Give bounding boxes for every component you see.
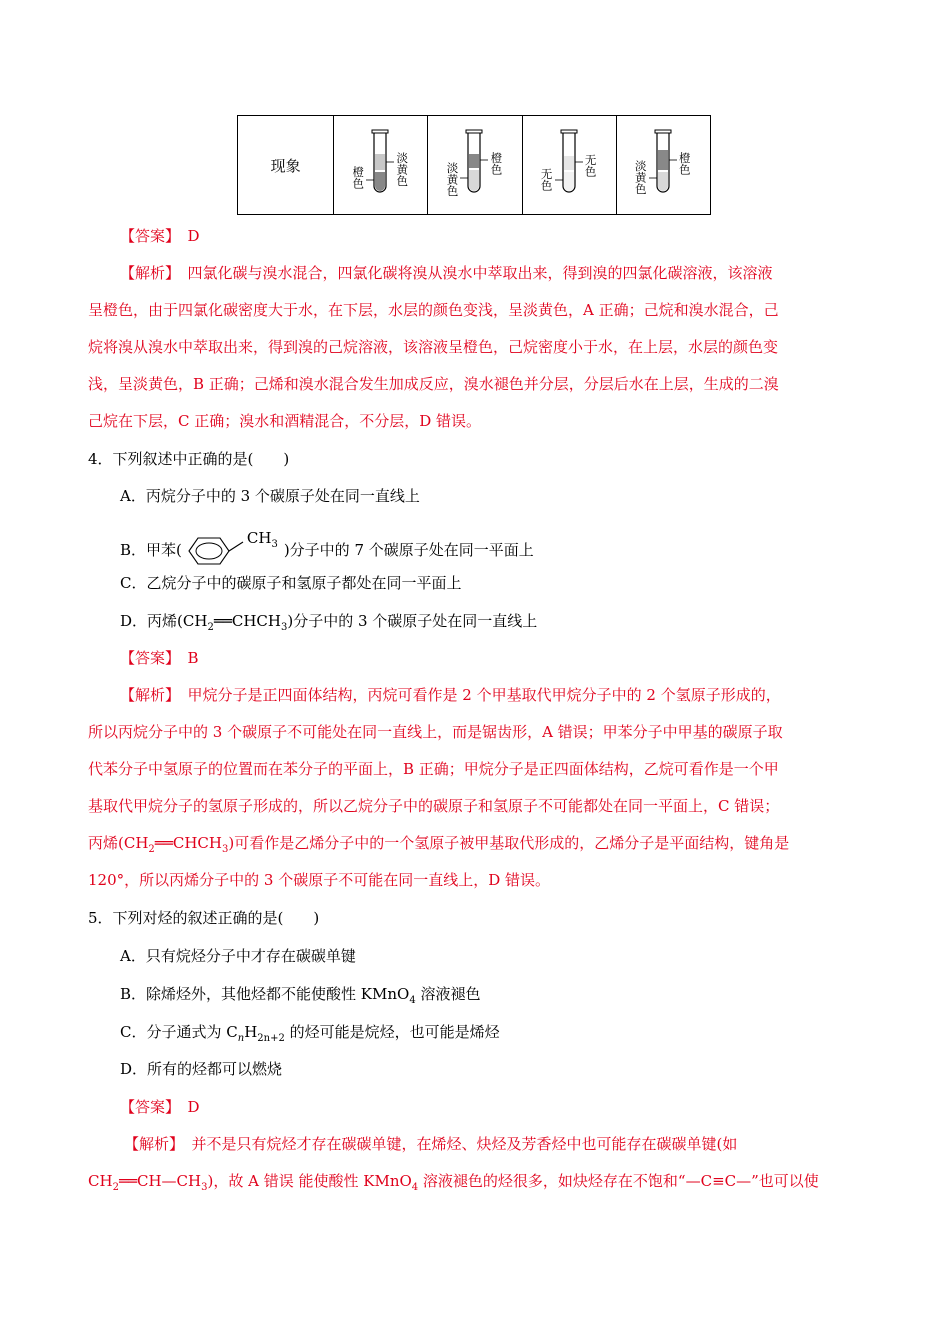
tube-cell-1 <box>334 116 428 215</box>
answer-value: D <box>187 1098 200 1116</box>
sub-n: n <box>237 1033 245 1044</box>
test-tube-2-icon <box>428 116 522 214</box>
sub-3: 3 <box>221 844 229 855</box>
analysis-text: 甲烷分子是正四面体结构，丙烷可看作是 2 个甲基取代甲烷分子中的 2 个氢原子形成的， <box>187 686 781 704</box>
methyl-group-label <box>246 529 278 550</box>
option-b-suffix: )分子中的 7 个碳原子处在同一平面上 <box>283 541 534 559</box>
test-tube-1-icon <box>334 116 428 214</box>
tube-2-right-label: 橙色 <box>489 152 504 175</box>
methyl-sub: 3 <box>271 539 278 550</box>
option-b-prefix: B．甲苯( <box>120 541 182 559</box>
line2-end: 溶液褪色的烃很多，如炔烃存在不饱和“—C≡C—”也可以使 <box>418 1172 819 1190</box>
line2-post: )，故 A 错误 能使酸性 KMnO <box>207 1172 412 1190</box>
analysis-tag: 【解析】 <box>120 686 173 704</box>
q5-answer <box>120 1096 900 1118</box>
answer-tag: 【答案】 <box>120 649 173 667</box>
option-d-mid: ══CHCH <box>213 612 281 630</box>
q3-answer <box>120 225 900 247</box>
q4-option-c: C．乙烷分子中的碳原子和氢原子都处在同一平面上 <box>120 574 462 592</box>
test-tube-4-icon <box>617 116 711 214</box>
q4-option-b <box>120 529 900 568</box>
tube-3-left-label: 无色 <box>539 168 554 191</box>
test-tube-3-icon <box>523 116 617 214</box>
q4-option-a: A．丙烷分子中的 3 个碳原子处在同一直线上 <box>120 487 420 505</box>
tube-4-left-label: 淡黄色 <box>633 160 648 195</box>
q4-analysis-line-1 <box>120 684 900 706</box>
methyl-ch: CH <box>246 529 272 547</box>
analysis-tag: 【解析】 <box>120 264 173 282</box>
q5-option-a: A．只有烷烃分子中才存在碳碳单键 <box>120 947 356 965</box>
q4-analysis-line-6: 120°，所以丙烯分子中的 3 个碳原子不可能在同一直线上，D 错误。 <box>88 871 551 889</box>
sub-4: 4 <box>409 995 416 1006</box>
q5-option-d: D．所有的烃都可以燃烧 <box>120 1060 283 1078</box>
q4-analysis-line-5 <box>88 832 868 854</box>
tube-2-left-label: 淡黄色 <box>445 162 460 197</box>
sub-3: 3 <box>281 622 288 633</box>
q5-stem: 5．下列对烃的叙述正确的是( ) <box>88 909 320 927</box>
option-d-suffix: )分子中的 3 个碳原子处在同一直线上 <box>287 612 538 630</box>
q5-analysis-line-2 <box>88 1170 868 1192</box>
tube-1-left-label: 橙色 <box>351 166 366 189</box>
tube-cell-2 <box>428 116 522 215</box>
q4-stem: 4．下列叙述中正确的是( ) <box>88 450 290 468</box>
sub-3: 3 <box>201 1182 208 1193</box>
tube-cell-4 <box>616 116 710 215</box>
sub-2n2: 2n+2 <box>257 1033 285 1044</box>
q3-analysis-line-2: 呈橙色，由于四氯化碳密度大于水，在下层，水层的颜色变浅，呈淡黄色，A 正确；己烷和溴水混合，己 <box>88 301 779 319</box>
tube-4-right-label: 橙色 <box>677 152 692 175</box>
tube-3-right-label: 无色 <box>583 154 598 177</box>
analysis-text: 并不是只有烷烃才存在碳碳单键，在烯烃、炔烃及芳香烃中也可能存在碳碳单键(如 <box>191 1135 738 1153</box>
q4-analysis-line-2: 所以丙烷分子中的 3 个碳原子不可能处在同一直线上，而是锯齿形，A 错误；甲苯分子中甲基的碳原子取 <box>88 723 783 741</box>
answer-tag: 【答案】 <box>120 227 173 245</box>
analysis-tag: 【解析】 <box>124 1135 177 1153</box>
option-b-suffix: 溶液褪色 <box>415 985 481 1003</box>
analysis-text: 四氯化碳与溴水混合，四氯化碳将溴从溴水中萃取出来，得到溴的四氯化碳溶液，该溶液 <box>187 264 773 282</box>
benzene-ring-icon <box>183 534 253 568</box>
line2-prefix: CH <box>88 1172 113 1190</box>
sub-2: 2 <box>148 844 155 855</box>
q4-analysis-line-3: 代苯分子中氢原子的位置而在苯分子的平面上，B 正确；甲烷分子是正四面体结构，乙烷可看作是一个甲 <box>88 760 779 778</box>
option-b-prefix: B．除烯烃外，其他烃都不能使酸性 KMnO <box>120 985 410 1003</box>
option-c-prefix: C．分子通式为 C <box>120 1023 238 1041</box>
line5-prefix: 丙烯(CH <box>88 834 149 852</box>
q3-analysis-line-3: 烷将溴从溴水中萃取出来，得到溴的己烷溶液，该溶液呈橙色，己烷密度小于水，在上层，水层的颜色变 <box>88 338 779 356</box>
answer-value: B <box>187 649 199 667</box>
phenomenon-table <box>237 115 711 215</box>
table-header-phenomenon: 现象 <box>238 116 334 215</box>
sub-2: 2 <box>207 622 214 633</box>
tube-1-right-label: 淡黄色 <box>395 152 410 187</box>
tube-cell-3 <box>522 116 616 215</box>
option-c-suffix: 的烃可能是烷烃，也可能是烯烃 <box>284 1023 500 1041</box>
sub-2: 2 <box>112 1182 119 1193</box>
q4-answer <box>120 647 900 669</box>
q4-analysis-line-4: 基取代甲烷分子的氢原子形成的，所以乙烷分子中的碳原子和氢原子不可能都处在同一平面上，C 错误； <box>88 797 780 815</box>
q3-analysis-line-1 <box>120 262 900 284</box>
q5-option-c <box>120 1021 900 1043</box>
line2-mid: ══CH—CH <box>118 1172 202 1190</box>
option-d-prefix: D．丙烯(CH <box>120 612 208 630</box>
q4-option-d <box>120 610 900 632</box>
answer-tag: 【答案】 <box>120 1098 173 1116</box>
q5-analysis-line-1 <box>124 1133 904 1155</box>
answer-value: D <box>187 227 200 245</box>
line5-suffix: )可看作是乙烯分子中的一个氢原子被甲基取代形成的，乙烯分子是平面结构，键角是 <box>228 834 790 852</box>
q3-analysis-line-5: 己烷在下层，C 正确；溴水和酒精混合，不分层，D 错误。 <box>88 412 482 430</box>
q5-option-b <box>120 983 900 1005</box>
sub-4: 4 <box>411 1182 419 1193</box>
q3-analysis-line-4: 浅，呈淡黄色，B 正确；己烯和溴水混合发生加成反应，溴水褪色并分层，分层后水在上层，生成的二溴 <box>88 375 779 393</box>
line5-mid: ══CHCH <box>154 834 222 852</box>
hydrogen: H <box>244 1023 258 1041</box>
